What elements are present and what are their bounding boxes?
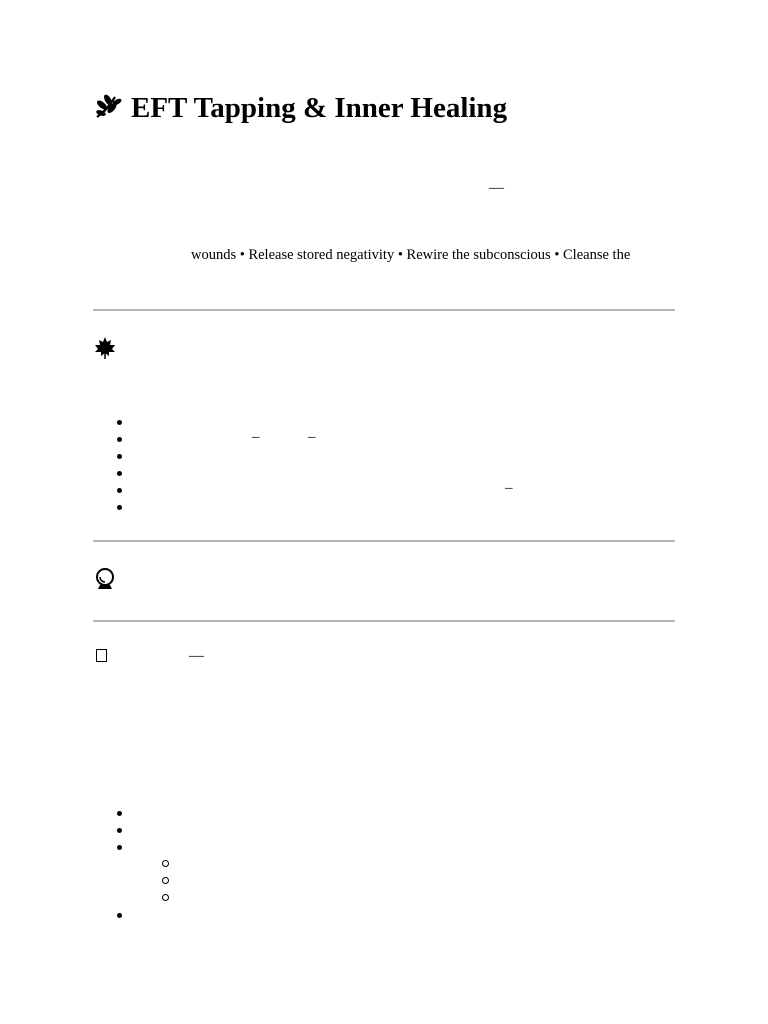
- list-dash: –: [252, 429, 260, 445]
- maple-leaf-icon: [93, 336, 117, 360]
- checkbox-icon[interactable]: [96, 649, 107, 662]
- herb-icon: [93, 91, 123, 121]
- list-dash: –: [308, 429, 316, 445]
- section-divider: [93, 620, 675, 622]
- intro-tagline: wounds • Release stored negativity • Rewire the subconscious • Cleanse the: [191, 247, 631, 263]
- list-dash: –: [505, 480, 513, 496]
- section-divider: [93, 540, 675, 542]
- intro-dash: —: [489, 180, 504, 196]
- crystal-ball-icon: [93, 567, 117, 591]
- page-title-text: EFT Tapping & Inner Healing: [131, 92, 508, 124]
- practice-dash: —: [189, 648, 204, 664]
- section-divider: [93, 309, 675, 311]
- page-title: [93, 88, 507, 128]
